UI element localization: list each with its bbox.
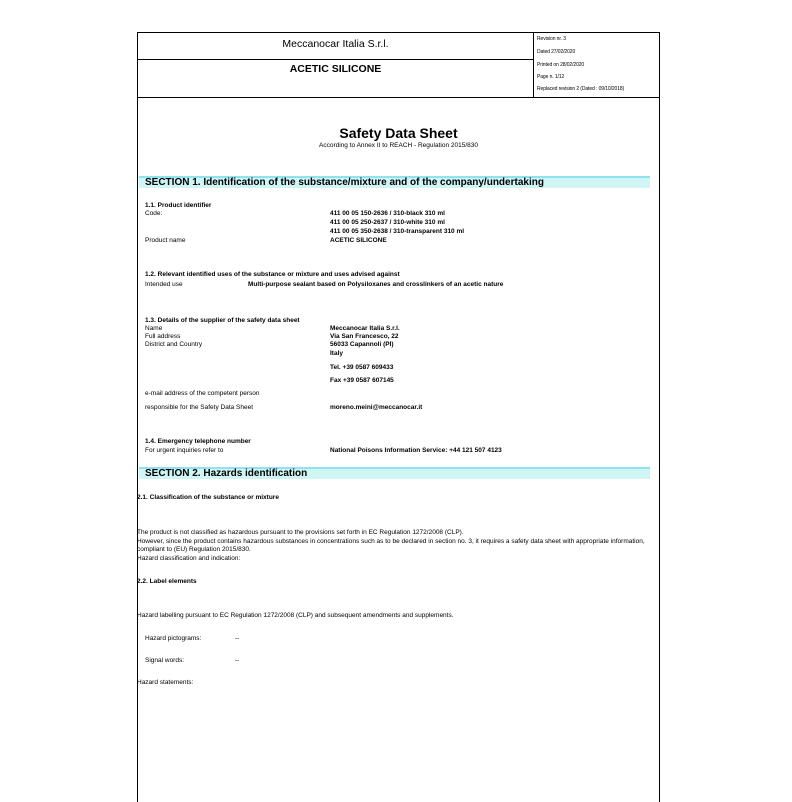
code-value-1: 411 00 05 150-2636 / 310-black 310 ml <box>330 210 445 217</box>
printed-on: Printed on 28/02/2020 <box>537 62 585 68</box>
code-value-3: 411 00 05 350-2638 / 310-transparent 310 ml <box>330 228 465 235</box>
product-title: ACETIC SILICONE <box>289 63 382 75</box>
email-label-1: e-mail address of the competent person <box>145 390 260 397</box>
supplier-name-label: Name <box>145 325 163 332</box>
supplier-name-value: Meccanocar Italia S.r.l. <box>330 325 400 332</box>
signal-words-label: Signal words: <box>145 657 185 664</box>
classification-text-1: The product is not classified as hazardous pursuant to the provisions set forth in EC Regulation 1272/2008 (CLP). <box>137 529 464 536</box>
intended-use-label: Intended use <box>145 281 183 288</box>
pictograms-label: Hazard pictograms: <box>145 635 202 642</box>
district-label: District and Country <box>145 341 203 348</box>
country-value: Italy <box>330 350 344 357</box>
address-value: Via San Francesco, 22 <box>330 333 399 340</box>
address-label: Full address <box>145 333 181 340</box>
document-title: Safety Data Sheet <box>339 125 458 141</box>
company-name: Meccanocar Italia S.r.l. <box>282 38 389 50</box>
document-subtitle: According to Annex II to REACH - Regulation 2015/830 <box>319 142 478 149</box>
classification-text-3: Hazard classification and indication: <box>137 555 241 562</box>
telephone: Tel. +39 0587 609433 <box>330 364 394 371</box>
email-label-2: responsible for the Safety Data Sheet <box>145 404 254 411</box>
revision-number: Revision nr. 3 <box>537 36 566 42</box>
pictograms-value: -- <box>235 635 240 642</box>
emergency-label: For urgent inquiries refer to <box>145 447 224 454</box>
replaced-revision: Replaced revision 2 (Dated : 09/10/2018) <box>537 86 625 92</box>
s21-heading: 2.1. Classification of the substance or mixture <box>137 494 279 501</box>
product-name-value: ACETIC SILICONE <box>330 237 387 244</box>
email-value: moreno.meini@meccanocar.it <box>330 404 423 411</box>
s11-heading: 1.1. Product identifier <box>145 202 212 209</box>
section-2-title: SECTION 2. Hazards identification <box>145 468 308 479</box>
signal-words-value: -- <box>235 657 240 664</box>
hazard-statements-label: Hazard statements: <box>137 679 194 686</box>
fax: Fax +39 0587 607145 <box>330 377 394 384</box>
section-1-title: SECTION 1. Identification of the substance/mixture and of the company/undertaking <box>145 177 544 188</box>
code-label: Code: <box>145 210 163 217</box>
dated: Dated 27/02/2020 <box>537 49 576 55</box>
s12-heading: 1.2. Relevant identified uses of the substance or mixture and uses advised against <box>145 271 400 278</box>
classification-text-2: However, since the product contains hazardous substances in concentrations such as to be declared in section no. 3, it requires a safety data sheet with appropriate information, compliant to (EU) Regulation 2015/830. <box>137 538 645 553</box>
document-header <box>137 32 660 98</box>
emergency-value: National Poisons Information Service: +44 121 507 4123 <box>330 447 502 454</box>
product-name-label: Product name <box>145 237 186 244</box>
s13-heading: 1.3. Details of the supplier of the safety data sheet <box>145 317 300 324</box>
labelling-text: Hazard labelling pursuant to EC Regulation 1272/2008 (CLP) and subsequent amendments and supplements. <box>137 612 454 619</box>
s14-heading: 1.4. Emergency telephone number <box>145 438 251 445</box>
page-number: Page n. 1/12 <box>537 74 565 80</box>
intended-use-value: Multi-purpose sealant based on Polysiloxanes and crosslinkers of an acetic nature <box>248 281 504 288</box>
s22-heading: 2.2. Label elements <box>137 578 197 585</box>
code-value-2: 411 00 05 250-2637 / 310-white 310 ml <box>330 219 445 226</box>
district-value: 56033 Capannoli (PI) <box>330 341 394 348</box>
